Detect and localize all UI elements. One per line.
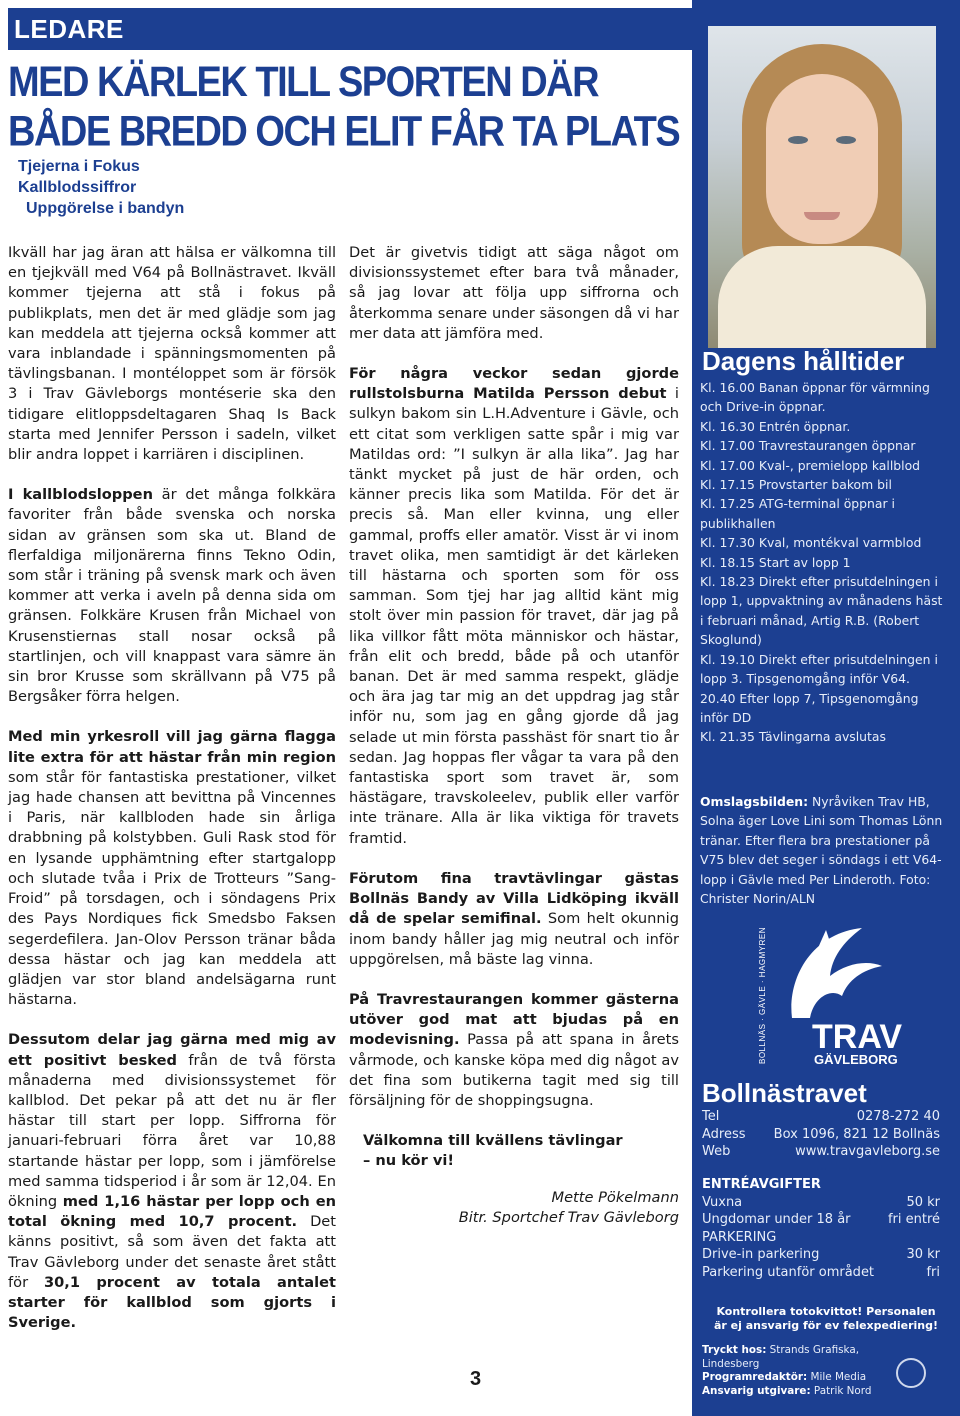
photo-mouth [804, 212, 840, 220]
paragraph: Förutom fina travtävlingar gästas Bollnäs Bandy av Villa Lidköping ikväll då de spelar semifinal. Som helt okunnig inom bandy håller jag mig neutral och inför uppgörelsen, må bäste lag vinna. [349, 869, 679, 968]
lead-in: På Travrestaurangen kommer gästerna utöver god mat att bjudas på en modevisning. [349, 990, 679, 1049]
highlight: 30,1 procent av totala antalet starter för kallblod som gjorts i Sverige. [8, 1273, 336, 1332]
cover-label: Omslagsbilden: [700, 794, 809, 809]
fee-row: PARKERING [702, 1229, 777, 1245]
lead-in: I kallblodsloppen [8, 486, 153, 504]
photo-scarf [718, 246, 926, 348]
trav-gavleborg-logo [752, 918, 902, 1068]
schedule-title: Dagens hålltider [702, 346, 905, 376]
fee-row: Vuxna 50 kr [702, 1194, 940, 1210]
paragraph: Det är givetvis tidigt att säga något om divisionssystemet efter bara två månader, så jag lovar att följa upp siffrorna och återkomma senare under säsongen då vi har mer data att jämföra med. [349, 244, 679, 342]
contact-row: Tel 0278-272 40 [702, 1109, 940, 1124]
headline [8, 58, 692, 157]
schedule-item: Kl. 17.00 Kval-, premielopp kallblod [700, 457, 921, 473]
photo-eye [788, 136, 808, 144]
signature-name: Mette Pökelmann [551, 1188, 679, 1206]
schedule-item: Kl. 17.00 Travrestaurangen öppnar [700, 438, 916, 454]
lead-in: För några veckor sedan gjorde rullstolsburna Matilda Persson debut [349, 365, 679, 403]
schedule-item: Kl. 18.23 Direkt efter prisutdelningen i lopp 1, uppvaktning av månadens häst i februari månad, Artig R.B. (Robert Skoglund) [700, 574, 943, 648]
article-column-1 [8, 243, 336, 1333]
paragraph: I kallblodsloppen är det många folkkära favoriter från både svenska och norska sidan av gränsen som ska ut. Bland de flerfaldiga miljonärerna finns Tekno Odin, som står i träning på svensk mark och även kommer att verka i aveln på denna sida om gränsen. Folkkäre Krusen från Michael von Krusenstiernas stall nosar också på startlinjen, och vill knappast vara sämre än sin bror Krusse som skrällvann på V75 på Bergsåker förra helgen. [8, 486, 336, 706]
lead-in: Med min yrkesroll vill jag gärna flagga lite extra för att hästar från min region [8, 728, 336, 766]
eco-label-icon [896, 1358, 926, 1388]
teaser-item: Kallblodssiffror [18, 179, 137, 196]
contact-row: Web www.travgavleborg.se [702, 1144, 940, 1160]
fees-table [702, 1176, 940, 1282]
paragraph: Dessutom delar jag gärna med mig av ett positivt besked från de två första månaderna med divisionssystemet för kallblod. Det pekar på att det nu är fler hästar till start per lopp. Siffrorna för januari-februari förra året var 10,88 startande hästar per lopp, som i jämförelse med samma tidsperiod i år som är 12,04. En ökning med 1,16 hästar per lopp och en total ökning med 10,7 procent. Det känns positivt, så som även det fakta att Trav Gävleborg under det senaste året stått för 30,1 procent av totala antalet starter för kallblod som gjorts i Sverige. [8, 1031, 337, 1332]
schedule-item: Kl. 16.30 Entrén öppnar. [700, 418, 851, 434]
paragraph: Ikväll har jag äran att hälsa er välkomna till en tjejkväll med V64 på Bollnästravet. Ikväll kommer tjejerna att stå i fokus på publikplats, men det är med glädje som jag kan meddela att tjejerna också kommer att vara inblandade i spänningsmomenten på tävlingsbanan. I montéloppet som är försök 3 i Trav Gävleborgs montéserie ska den tidigare elitloppsdeltagaren Shaq Is Back starta med Jennifer Persson i sadeln, vilket blir andra loppet i karriären i disciplinen. [8, 244, 336, 464]
logo-tagline: BOLLNÄS · GÄVLE · HAGMYREN [758, 926, 767, 1064]
schedule-item: Kl. 18.15 Start av lopp 1 [700, 554, 851, 570]
photo-eye [836, 136, 856, 144]
article-column-2 [349, 243, 679, 1228]
schedule-item: Kl. 16.00 Banan öppnar för värmning och Drive-in öppnar. [700, 380, 930, 415]
greeting: Välkomna till kvällens tävlingar – nu kör vi! [363, 1132, 623, 1170]
schedule-item: 20.40 Efter lopp 7, Tipsgenomgång inför DD [700, 690, 919, 725]
sidebar [692, 0, 960, 1416]
credit-row: Programredaktör: Mile Media [702, 1371, 867, 1384]
lead-in: Dessutom delar jag gärna med mig av ett positivt besked [8, 1031, 336, 1069]
teaser-item: Tjejerna i Fokus [18, 158, 140, 175]
fee-row: Drive-in parkering 30 kr [702, 1247, 940, 1263]
page-number: 3 [470, 1368, 482, 1390]
fees-title: ENTRÉAVGIFTER [702, 1177, 821, 1192]
website-link[interactable]: www.travgavleborg.se [795, 1144, 940, 1160]
headline-line-1: MED KÄRLEK TILL SPORTEN DÄR [8, 59, 599, 107]
credit-row: Ansvarig utgivare: Patrik Nord [702, 1384, 872, 1397]
cover-caption: Omslagsbilden: Nyråviken Trav HB, Solna äger Love Lini som Thomas Lönn tränar. Efter flera bra prestationer på V75 blev det seger i söndags i ett V64-lopp i Gävle med Per Linderoth. Foto: Christer Norin/ALN [700, 794, 943, 907]
teaser-list [18, 156, 184, 219]
logo-main-text: TRAV [812, 1018, 902, 1056]
teaser-item: Uppgörelse i bandyn [26, 200, 185, 217]
headline-line-2: BÅDE BREDD OCH ELIT FÅR TA PLATS [8, 108, 680, 156]
contact-row: Adress Box 1096, 821 12 Bollnäs [702, 1126, 940, 1142]
venue-title: Bollnästravet [702, 1078, 867, 1108]
schedule-list [700, 378, 948, 747]
ticket-warning: Kontrollera totokvittot! Personalen är ej ansvarig för ev felexpediering! [713, 1305, 939, 1332]
paragraph: För några veckor sedan gjorde rullstolsburna Matilda Persson debut i sulkyn bakom sin L.H.Adventure i Gävle, och ett citat som verkligen satte spår i mig var Matildas ord: ”I sulkyn är alla lika”. Jag har tänkt mycket på just de här orden, och känner precis lika som Matilda. För det är precis så. Man eller kvinna, ung eller gammal, proffs eller amatör. Visst är vi inom travet olika, men samtidigt är det kärleken till hästarna och sporten som för oss samman. Som tjej har jag alltid känt mig stolt över min passion för travet, där jag på lika villkor fått möta människor och hästar, från elit och bredd, både på och utanför banan. Det är med samma respekt, glädje och ära jag tar mig an det uppdrag jag står inför nu, som jag en gång gjorde då jag selade ut min första passhäst för snart tio år sedan. Jag hoppas fler vågar ta vara på den fantastiska sport som travet är, som hästägare, travskoleelev, publik eller varför inte tränare. Alla är lika viktiga för travets framtid. [349, 365, 679, 847]
fee-row: Parkering utanför området fri [702, 1264, 940, 1280]
logo-sub-text: GÄVLEBORG [814, 1052, 898, 1067]
schedule-item: Kl. 17.25 ATG-terminal öppnar i publikhallen [700, 496, 895, 531]
schedule-item: Kl. 19.10 Direkt efter prisutdelningen i lopp 3. Tipsgenomgång inför V64. [700, 651, 938, 687]
schedule-item: Kl. 17.15 Provstarter bakom bil [700, 477, 892, 493]
paragraph: På Travrestaurangen kommer gästerna utöver god mat att bjudas på en modevisning. Passa på att spana in årets vårmode, och kanske köpa med dig något av det fina som butikerna tagit med sig till försäljning för de shoppingsugna. [349, 990, 679, 1109]
lead-in: Förutom fina travtävlingar gästas Bollnäs Bandy av Villa Lidköping ikväll då de spelar semifinal. [349, 869, 679, 928]
section-label: LEDARE [8, 8, 692, 50]
print-credits [702, 1344, 902, 1398]
schedule-item: Kl. 21.35 Tävlingarna avslutas [700, 729, 886, 745]
author-photo [708, 26, 936, 348]
contact-info [702, 1108, 940, 1161]
schedule-item: Kl. 17.30 Kval, montékval varmblod [700, 535, 922, 551]
credit-row: Tryckt hos: Strands Grafiska, Lindesberg [702, 1344, 860, 1370]
signature-title: Bitr. Sportchef Trav Gävleborg [458, 1208, 679, 1226]
highlight: med 1,16 hästar per lopp och en total ökning med 10,7 procent. [8, 1192, 336, 1231]
paragraph: Med min yrkesroll vill jag gärna flagga lite extra för att hästar från min region som står för fantastiska prestationer, vilket jag hade chansen att bevittna på Vincennes i Paris, när kallbloden hade sin årliga drabbning på kolstybben. Guli Rask stod för en lysande upphämtning efter startgalopp och slutade tvåa i Prix de Trotteurs ”Sang-Froid” på torsdagen, och i söndagens Prix des Pays Nordiques fick Smedsbo Faksen segerdefilera. Jan-Olov Persson tränar båda dessa hästar och jag kan meddela att glädjen var stor bland andelsägarna runt hästarna. [8, 728, 336, 1009]
fee-row: Ungdomar under 18 år fri entré [702, 1212, 940, 1228]
signature [349, 1188, 679, 1228]
